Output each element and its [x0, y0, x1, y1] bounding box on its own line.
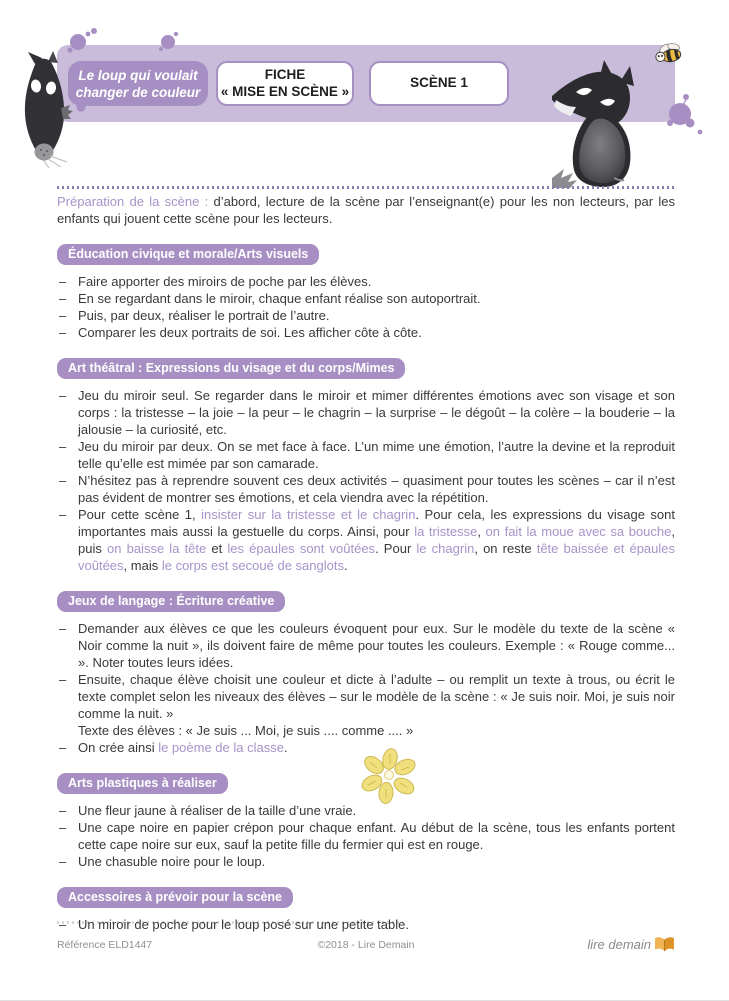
list-item: [57, 324, 675, 341]
publisher-logo: [469, 936, 675, 953]
section-title-badge: Arts plastiques à réaliser: [57, 773, 228, 794]
scene-preparation-paragraph: [57, 193, 675, 227]
dash-bullet: –: [59, 388, 67, 403]
section-title-badge: Jeux de langage : Écriture créative: [57, 591, 285, 612]
footer-reference: Référence ELD1447: [57, 938, 153, 951]
section-item-list: [57, 387, 675, 574]
dotted-separator-top: [57, 186, 675, 189]
section-title-badge: Éducation civique et morale/Arts visuels: [57, 244, 319, 265]
dash-bullet: –: [59, 291, 67, 306]
dash-bullet: –: [59, 621, 67, 636]
intro-text: d’abord, lecture de la scène par l’enseignant(e) pour les non lecteurs, par les enfants qui jouent cette scène pour les lecteurs.: [57, 194, 675, 226]
list-item-text: Demander aux élèves ce que les couleurs évoquent pour eux. Sur le modèle du texte de la scène « Noir comme la nuit », ils doivent faire de même pour toutes les couleurs. Exemple : « Rouge comme... ». Noter toutes leurs idées.: [78, 621, 675, 670]
section-item-list: [57, 273, 675, 341]
sections: [57, 244, 675, 933]
publisher-logo-text: lire demain: [587, 937, 651, 952]
list-item-text: Puis, par deux, réaliser le portrait de l’autre.: [78, 308, 330, 323]
list-item-text: Comparer les deux portraits de soi. Les afficher côte à côte.: [78, 325, 422, 340]
bee-icon: [652, 42, 686, 66]
book-title-line1: Le loup qui voulait: [78, 67, 198, 83]
section: [57, 591, 675, 756]
section: [57, 244, 675, 341]
section: [57, 358, 675, 574]
list-item: [57, 438, 675, 472]
list-item: [57, 671, 675, 722]
dash-bullet: –: [59, 473, 67, 488]
list-item: [57, 853, 675, 870]
list-item: [57, 819, 675, 853]
section-title-badge: Accessoires à prévoir pour la scène: [57, 887, 293, 908]
sheet-type-line1: FICHE: [264, 67, 306, 82]
section-item-list: [57, 802, 675, 870]
list-item: [57, 739, 675, 756]
list-item-text: Jeu du miroir seul. Se regarder dans le miroir et mimer différentes émotions avec son visage et son corps : la tristesse – la joie – la peur – le chagrin – la surprise – le dégoût – la colère – la bouderie – la jalousie – la curiosité, etc.: [78, 388, 675, 437]
sheet-type-line2: « MISE EN SCÈNE »: [220, 83, 350, 99]
list-item: [57, 472, 675, 506]
dash-bullet: –: [59, 672, 67, 687]
list-item: [57, 387, 675, 438]
dash-bullet: –: [59, 803, 67, 818]
list-item-text: Jeu du miroir par deux. On se met face à face. L’un mime une émotion, l’autre la devine et la reproduit telle qu’elle est mimée par son camarade.: [78, 439, 675, 471]
scene-number-box: [369, 61, 509, 106]
intro-label: Préparation de la scène :: [57, 194, 209, 209]
book-title-badge: [68, 61, 208, 106]
list-item: [57, 290, 675, 307]
list-item-text: Une chasuble noire pour le loup.: [78, 854, 266, 869]
section-item-list: [57, 916, 675, 933]
list-item-text: Un miroir de poche pour le loup posé sur une petite table.: [78, 917, 409, 932]
list-item: [57, 273, 675, 290]
list-item: [57, 802, 675, 819]
footer-copyright: ©2018 - Lire Demain: [317, 938, 415, 951]
dash-bullet: –: [59, 917, 67, 932]
scene-number-label: SCÈNE 1: [410, 75, 468, 91]
dash-bullet: –: [59, 439, 67, 454]
section: [57, 887, 675, 933]
dash-bullet: –: [59, 507, 67, 522]
dash-bullet: –: [59, 325, 67, 340]
dash-bullet: –: [59, 854, 67, 869]
list-item-text: On crée ainsi le poème de la classe.: [78, 740, 288, 755]
section: [57, 773, 675, 870]
dash-bullet: –: [59, 820, 67, 835]
dash-bullet: –: [59, 740, 67, 755]
list-item-text: N’hésitez pas à reprendre souvent ces deux activités – quasiment pour toutes les scènes – car il n’est pas évident de montrer ses émotions, et cela viendra avec la répétition.: [78, 473, 675, 505]
open-book-icon: [654, 936, 675, 953]
list-item: [57, 620, 675, 671]
wolf-left-illustration: [17, 50, 73, 168]
wolf-right-illustration: [548, 60, 660, 188]
list-item: [57, 916, 675, 933]
sheet-type-box: [216, 61, 354, 106]
content-area: [57, 193, 675, 933]
list-item-text: Une fleur jaune à réaliser de la taille d’une vraie.: [78, 803, 357, 818]
list-item-text: Ensuite, chaque élève choisit une couleur et dicte à l’adulte – ou remplit un texte à trous, ou écrit le texte complet selon les niveaux des élèves – sur le modèle de la scène : « Je suis noir. Moi, je suis noir comme la nuit. »: [78, 672, 675, 721]
list-item: [57, 506, 675, 574]
list-item: [57, 722, 675, 739]
section-title-badge: Art théâtral : Expressions du visage et du corps/Mimes: [57, 358, 405, 379]
list-item-text: En se regardant dans le miroir, chaque enfant réalise son autoportrait.: [78, 291, 481, 306]
list-item-text: Une cape noire en papier crépon pour chaque enfant. Au début de la scène, tous les enfants portent cette cape noire sur eux, sauf la petite fille du fermier qui est en rouge.: [78, 820, 675, 852]
footer: [57, 936, 675, 953]
dash-bullet: –: [59, 308, 67, 323]
list-item-text: Faire apporter des miroirs de poche par les élèves.: [78, 274, 372, 289]
list-item-text: Pour cette scène 1, insister sur la tristesse et le chagrin. Pour cela, les expressions du visage sont importantes mais aussi la gestuelle du corps. Ainsi, pour la tristesse, on fait la moue avec sa bouche, puis on baisse la tête et les épaules sont voûtées. Pour le chagrin, on reste tête baissée et épaules voûtées, mais le corps est secoué de sanglots.: [78, 507, 676, 573]
section-item-list: [57, 620, 675, 756]
list-item-text: Texte des élèves : « Je suis ... Moi, je suis .... comme .... »: [78, 723, 414, 738]
list-item: [57, 307, 675, 324]
dash-bullet: –: [59, 274, 67, 289]
book-title-line2: changer de couleur: [75, 84, 201, 100]
